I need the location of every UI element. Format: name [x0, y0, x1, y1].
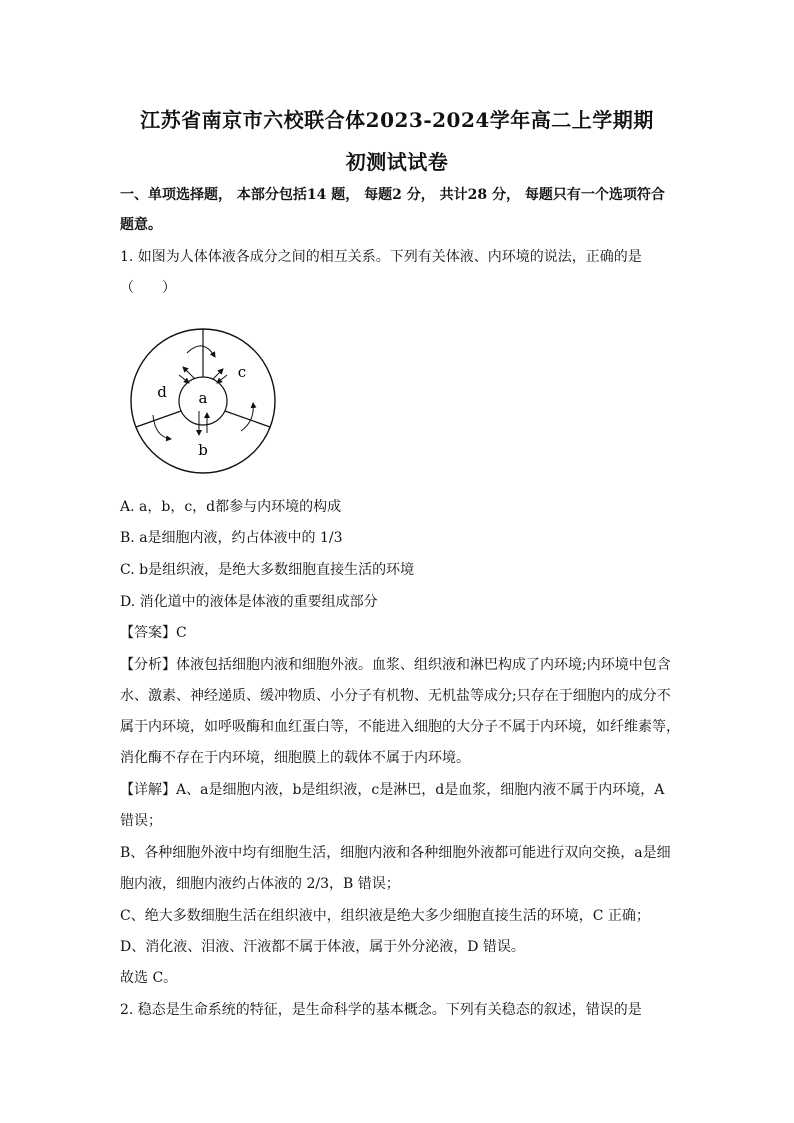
label-b: b: [198, 441, 208, 459]
section-heading-line-2: 题意。: [120, 217, 162, 233]
analysis-line-3: 属于内环境，如呼吸酶和血红蛋白等，不能进入细胞的大分子不属于内环境，如纤维素等，: [120, 719, 680, 735]
label-c: c: [237, 363, 247, 381]
detail-line-6: D、消化液、泪液、汗液都不属于体液，属于外分泌液，D 错误。: [120, 939, 525, 955]
question-1-blank: （ ）: [120, 280, 176, 296]
curved-arrow-left: [153, 415, 171, 439]
option-b: B. a是细胞内液，约占体液中的 1/3: [120, 530, 343, 546]
detail-line-7: 故选 C。: [120, 970, 178, 986]
arrow-a-to-c: [213, 369, 223, 379]
question-1-stem: 1. 如图为人体体液各成分之间的相互关系。下列有关体液、内环境的说法，正确的是: [120, 249, 642, 265]
label-d: d: [157, 383, 167, 401]
arrow-c-to-a: [217, 375, 227, 383]
analysis-line-4: 消化酶不存在于内环境，细胞膜上的载体不属于内环境。: [120, 750, 470, 766]
option-d: D. 消化道中的液体是体液的重要组成部分: [120, 594, 378, 610]
analysis-line-1: 【分析】体液包括细胞内液和细胞外液。血浆、组织液和淋巴构成了内环境;内环境中包含: [120, 657, 671, 673]
curved-arrow-top: [187, 346, 215, 357]
detail-line-1: 【详解】A、a是细胞内液，b是组织液，c是淋巴，d是血浆，细胞内液不属于内环境，A: [120, 782, 665, 798]
detail-line-2: 错误；: [120, 813, 162, 829]
detail-line-4: 胞内液，细胞内液约占体液的 2/3，B 错误；: [120, 876, 400, 892]
option-c: C. b是组织液，是绝大多数细胞直接生活的环境: [120, 562, 415, 578]
exam-title-line-2: 初测试试卷: [345, 150, 449, 174]
divider-left: [136, 411, 181, 427]
label-a: a: [198, 389, 208, 407]
detail-line-3: B、各种细胞外液中均有细胞生活，细胞内液和各种细胞外液都可能进行双向交换，a是细: [120, 845, 671, 861]
body-fluid-diagram: [125, 323, 277, 475]
answer-line: 【答案】C: [120, 625, 187, 641]
detail-line-5: C、绝大多数细胞生活在组织液中，组织液是绝大多少细胞直接生活的环境，C 正确；: [120, 908, 650, 924]
arrow-d-to-a: [179, 375, 189, 383]
section-heading-line-1: 一、单项选择题， 本部分包括14 题， 每题2 分， 共计28 分， 每题只有一个选项符合: [120, 187, 665, 203]
arrow-a-to-d: [183, 367, 195, 379]
option-a: A. a，b，c，d都参与内环境的构成: [120, 499, 342, 515]
analysis-line-2: 水、激素、神经递质、缓冲物质、小分子有机物、无机盐等成分;只存在于细胞内的成分不: [120, 688, 671, 704]
exam-title-line-1: 江苏省南京市六校联合体2023-2024学年高二上学期期: [140, 108, 654, 132]
question-2-stem: 2. 稳态是生命系统的特征，是生命科学的基本概念。下列有关稳态的叙述，错误的是: [120, 1002, 642, 1018]
